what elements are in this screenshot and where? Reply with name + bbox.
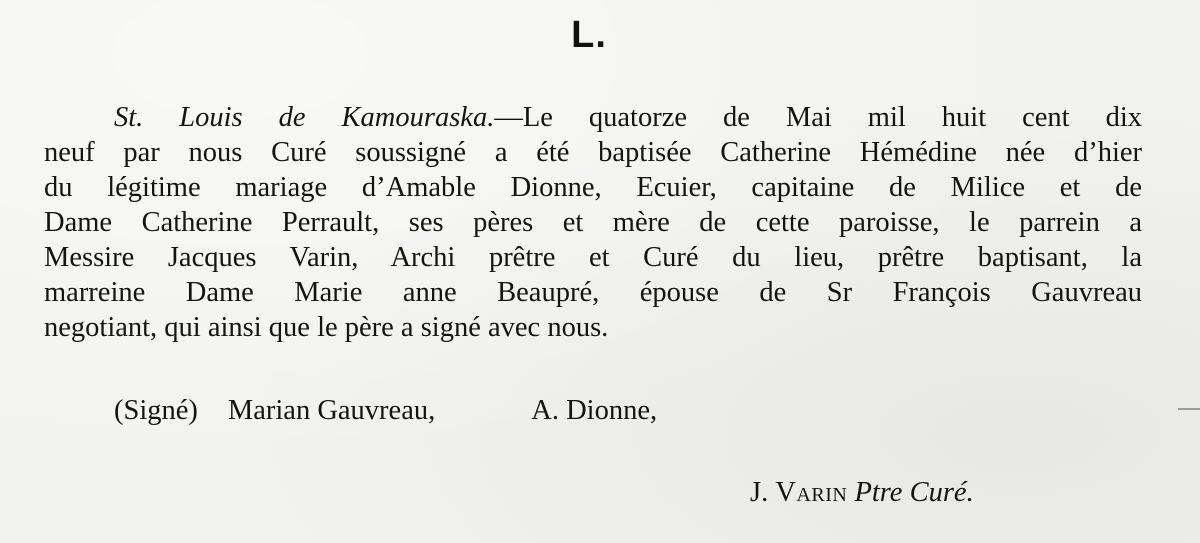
- signed-prefix: (Signé): [114, 395, 198, 426]
- paragraph-line-1: [44, 100, 1142, 135]
- paragraph-line-3: du légitime mariage d’Amable Dionne, Ecuier, capitaine de Milice et de: [44, 172, 1142, 203]
- paragraph-line-1-text: —Le quatorze de Mai mil huit cent dix: [494, 102, 1143, 133]
- signature-varin-initial: J.: [750, 477, 769, 508]
- signature-dionne: A. Dionne,: [531, 395, 658, 426]
- signature-varin-title: Ptre Curé.: [854, 477, 974, 508]
- paragraph-line-6: marreine Dame Marie anne Beaupré, épouse de Sr François Gauvreau: [44, 277, 1142, 308]
- place-name: St. Louis de Kamouraska.: [114, 102, 495, 133]
- signature-varin: [750, 477, 974, 509]
- paragraph-line-4: Dame Catherine Perrault, ses pères et mère de cette paroisse, le parrein a: [44, 207, 1142, 238]
- section-heading: L.: [571, 14, 607, 56]
- paragraph-line-2: neuf par nous Curé soussigné a été baptisée Catherine Hémédine née d’hier: [44, 137, 1142, 168]
- paragraph-line-7: negotiant, qui ainsi que le père a signé avec nous.: [44, 312, 609, 343]
- signature-row: [114, 395, 657, 427]
- signature-gauvreau: Marian Gauvreau,: [227, 395, 436, 426]
- page-edge-mark: [1178, 408, 1200, 410]
- signature-varin-name: Varin: [775, 477, 848, 508]
- record-paragraph: [44, 100, 1142, 345]
- paragraph-line-5: Messire Jacques Varin, Archi prêtre et Curé du lieu, prêtre baptisant, la: [44, 242, 1142, 273]
